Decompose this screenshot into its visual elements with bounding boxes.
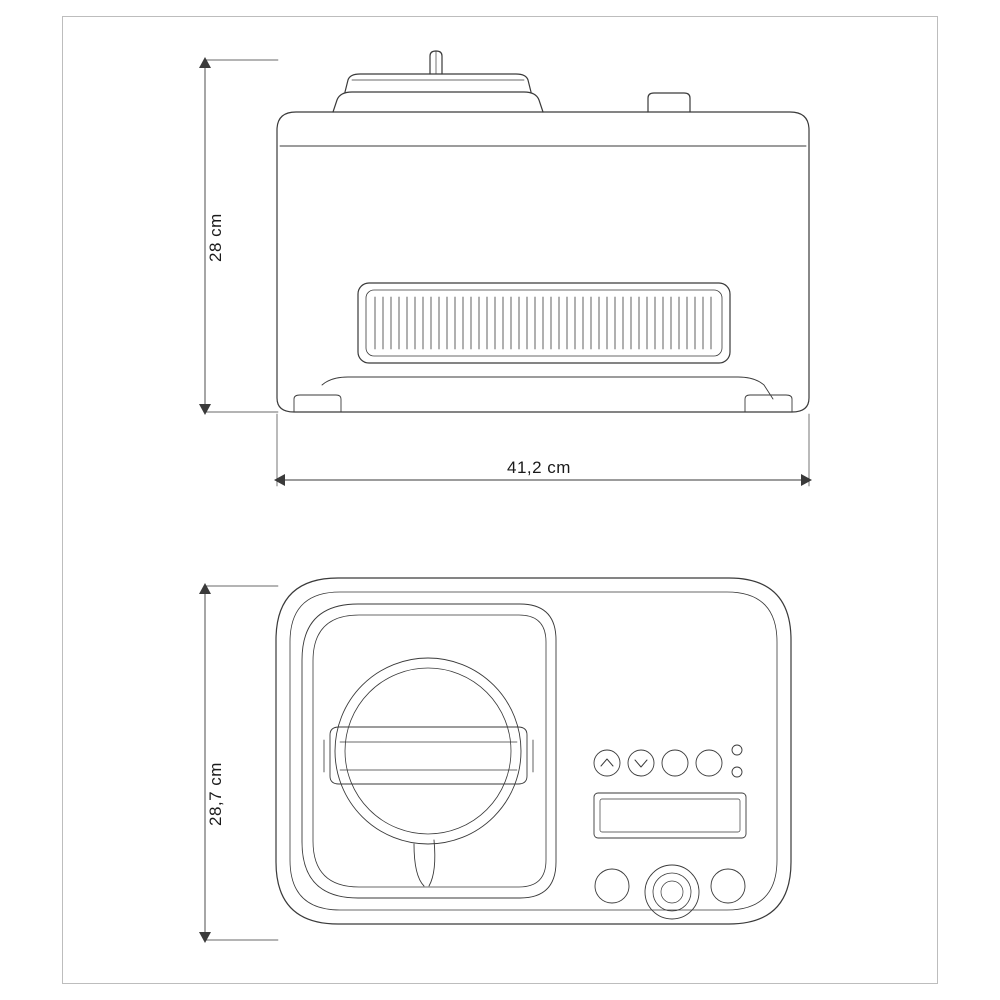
dim-arrow-right xyxy=(801,474,812,486)
front-grille-frame xyxy=(358,283,730,363)
front-grille-inner xyxy=(366,290,722,356)
chevron-down-glyph xyxy=(635,760,647,767)
top-lid-latch-left xyxy=(414,844,424,886)
top-lid-latch-right xyxy=(429,840,435,886)
front-view-group xyxy=(277,51,809,412)
top-lid-handle xyxy=(330,727,527,784)
front-base-ledge xyxy=(322,377,773,399)
front-lid-dome xyxy=(333,92,543,112)
led-dot-2 xyxy=(732,767,742,777)
top-lid-outline xyxy=(302,604,556,898)
top-lcd-inner xyxy=(600,799,740,832)
top-lid-window-inner xyxy=(345,668,511,834)
front-view-dimensions xyxy=(199,57,812,486)
front-foot-left xyxy=(294,395,341,412)
dim-arrow-up-2 xyxy=(199,583,211,594)
chevron-up-glyph xyxy=(601,759,613,766)
dimension-label-height-top: 28,7 cm xyxy=(206,762,225,826)
dim-arrow-up xyxy=(199,57,211,68)
front-lid-top xyxy=(345,74,531,92)
front-rear-vent xyxy=(648,93,690,112)
top-view-group xyxy=(276,578,791,924)
top-lcd-display xyxy=(594,793,746,838)
front-grille-slats xyxy=(375,297,711,349)
led-dot-1 xyxy=(732,745,742,755)
front-foot-right xyxy=(745,395,792,412)
front-body-shell xyxy=(277,112,809,412)
dimension-label-height-front: 28 cm xyxy=(206,213,225,262)
dim-arrow-down xyxy=(199,404,211,415)
top-control-buttons xyxy=(594,745,742,777)
dim-arrow-down-2 xyxy=(199,932,211,943)
dim-arrow-left xyxy=(274,474,285,486)
top-lower-controls xyxy=(595,865,745,919)
top-lid-window-outer xyxy=(335,658,521,844)
dimension-label-width-front: 41,2 cm xyxy=(507,458,571,477)
